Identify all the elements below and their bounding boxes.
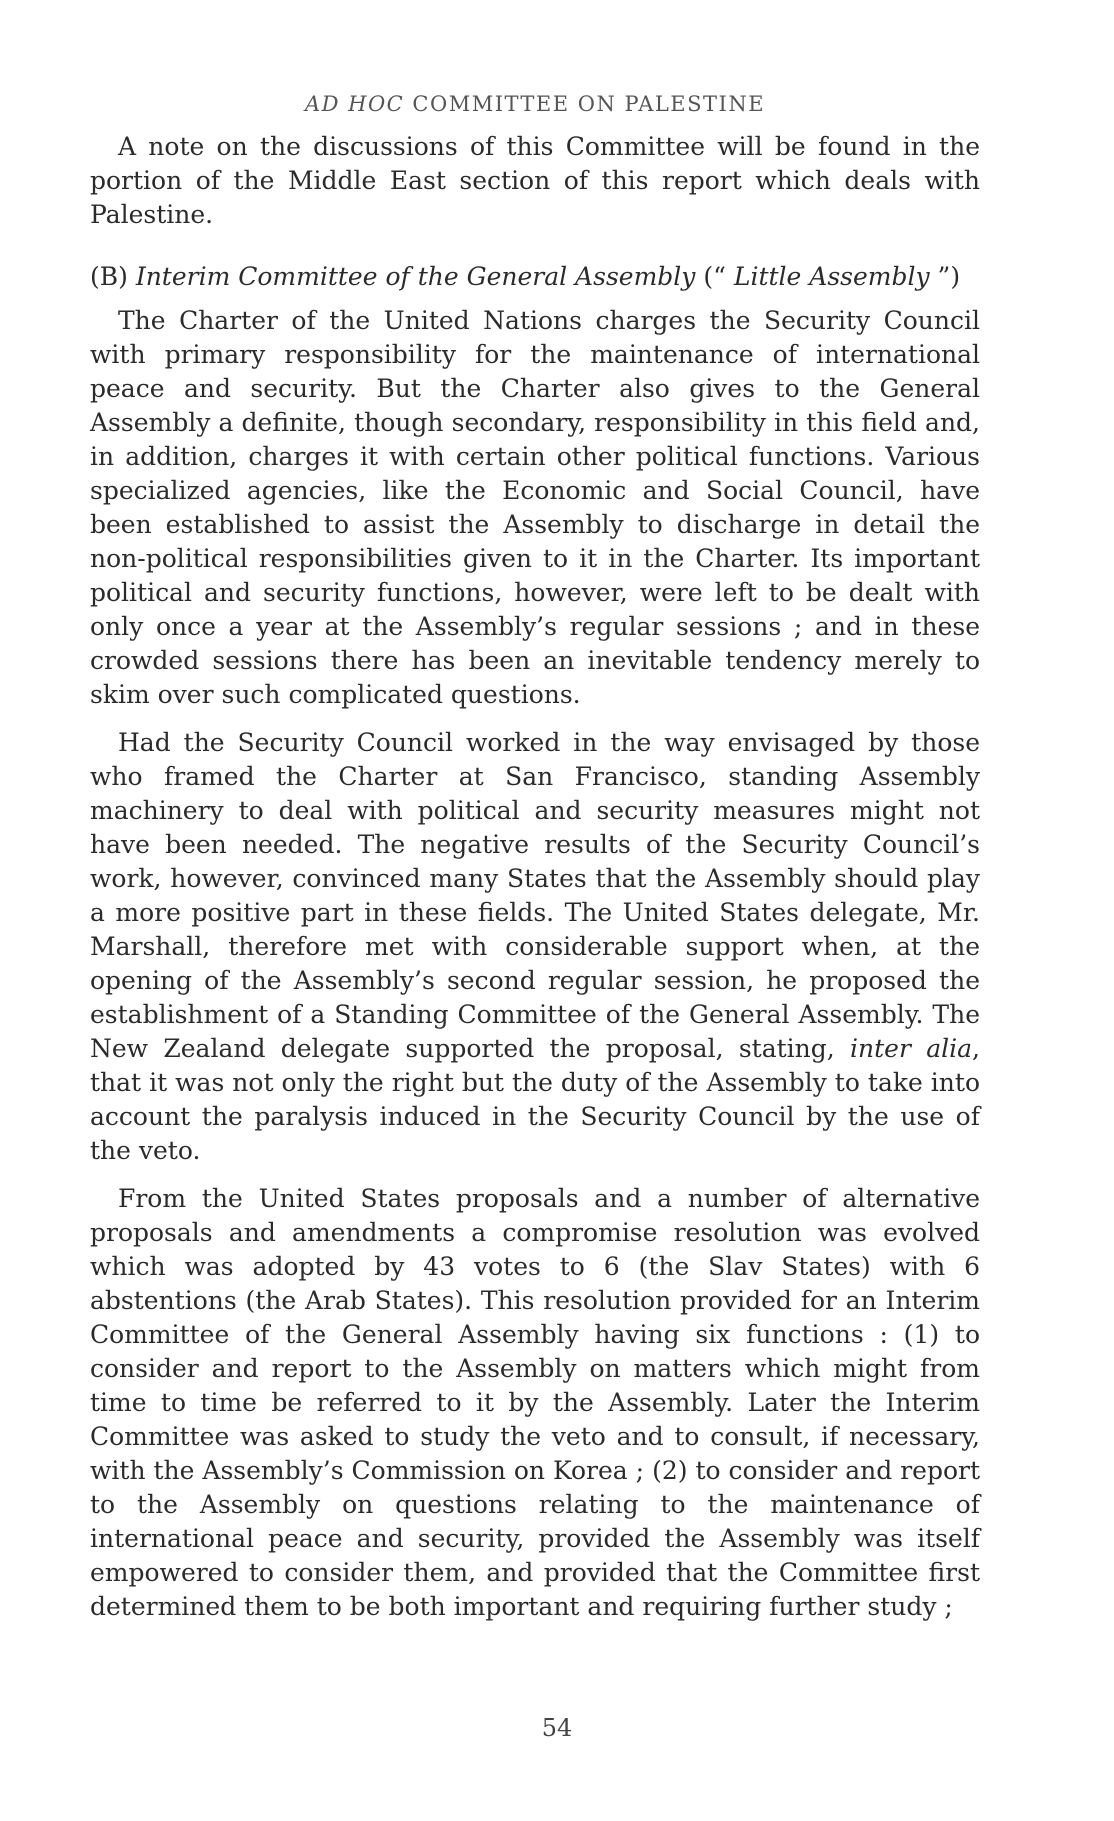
- body-paragraph-2: [90, 726, 980, 1168]
- section-subtitle: Little Assembly: [733, 262, 930, 291]
- running-head-italic: AD HOC: [304, 92, 405, 116]
- paragraph-2-latin-phrase: inter alia: [850, 1034, 973, 1063]
- intro-paragraph: A note on the discussions of this Committee will be found in the portion of the Middle East section of this report which deals with Palestine.: [90, 132, 980, 229]
- document-page: [90, 92, 980, 1638]
- paragraph-2-text-a: Had the Security Council worked in the way envisaged by those who framed the Charter at San Francisco, standing Assembly machinery to deal with political and security measures might not have been needed. The negative results of the Security Council’s work, however, convinced many States that the Assembly should play a more positive part in these fields. The United States delegate, Mr. Marshall, therefore met with considerable support when, at the opening of the Assembly’s second regular session, he proposed the establishment of a Standing Committee of the General Assembly. The New Zealand delegate supported the proposal, stating,: [90, 728, 980, 1063]
- page-number: 54: [541, 1714, 573, 1742]
- running-head-title: COMMITTEE ON PALESTINE: [404, 92, 766, 116]
- section-title-open: (“: [695, 262, 734, 291]
- section-heading: [90, 260, 980, 294]
- body-paragraph-1: The Charter of the United Nations charges the Security Council with primary responsibility for the maintenance of international peace and security. But the Charter also gives to the General Assembly a definite, though secondary, responsibility in this field and, in addition, charges it with certain other political functions. Various specialized agencies, like the Economic and Social Council, have been established to assist the Assembly to discharge in detail the non-political responsibilities given to it in the Charter. Its important political and security functions, however, were left to be dealt with only once a year at the Assembly’s regular sessions ; and in these crowded sessions there has been an inevitable tendency merely to skim over such complicated questions.: [90, 306, 980, 709]
- section-title-close: ”): [929, 262, 961, 291]
- body-paragraph-3: From the United States proposals and a number of alternative proposals and amendments a compromise resolution was evolved which was adopted by 43 votes to 6 (the Slav States) with 6 abstentions (the Arab States). This resolution provided for an Interim Committee of the General Assembly having six functions : (1) to consider and report to the Assembly on matters which might from time to time be referred to it by the Assembly. Later the Interim Committee was asked to study the veto and to consult, if necessary, with the Assembly’s Commission on Korea ; (2) to consider and report to the Assembly on questions relating to the maintenance of international peace and security, provided the Assembly was itself empowered to consider them, and provided that the Committee first determined them to be both important and requiring further study ;: [90, 1184, 980, 1621]
- paragraph-2-text-b: , that it was not only the right but the duty of the Assembly to take into account the paralysis induced in the Security Council by the use of the veto.: [90, 1034, 980, 1165]
- section-title: Interim Committee of the General Assembly: [135, 262, 696, 291]
- running-head: [90, 92, 980, 116]
- section-label: (B): [90, 262, 136, 291]
